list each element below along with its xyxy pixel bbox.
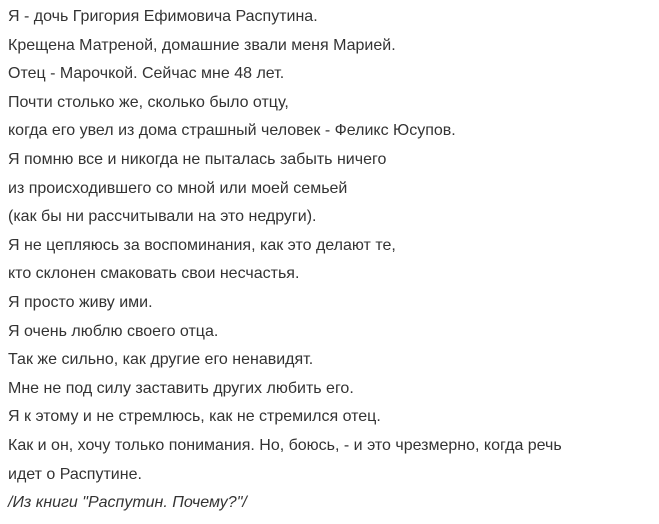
memoir-line: Почти столько же, сколько было отцу, — [8, 93, 289, 111]
memoir-line: Я просто живу ими. — [8, 293, 153, 311]
memoir-line: Я не цепляюсь за воспоминания, как это делают те, — [8, 236, 396, 254]
memoir-line: когда его увел из дома страшный человек - Феликс Юсупов. — [8, 122, 456, 140]
memoir-line: Я к этому и не стремлюсь, как не стремился отец. — [8, 408, 381, 426]
memoir-line: кто склонен смаковать свои несчастья. — [8, 265, 300, 283]
memoir-line: (как бы ни рассчитывали на это недруги). — [8, 208, 317, 226]
memoir-line: Отец - Марочкой. Сейчас мне 48 лет. — [8, 65, 285, 83]
memoir-line: идет о Распутине. — [8, 465, 142, 483]
memoir-line: Так же сильно, как другие его ненавидят. — [8, 351, 314, 369]
memoir-line: Крещена Матреной, домашние звали меня Марией. — [8, 36, 396, 54]
memoir-line: Мне не под силу заставить других любить его. — [8, 379, 354, 397]
memoir-line: Как и он, хочу только понимания. Но, боюсь, - и это чрезмерно, когда речь — [8, 436, 562, 454]
book-source-citation: /Из книги "Распутин. Почему?"/ — [8, 494, 247, 512]
memoir-line: Я - дочь Григория Ефимовича Распутина. — [8, 8, 318, 25]
memoir-line: из происходившего со мной или моей семьей — [8, 179, 348, 197]
memoir-line: Я очень люблю своего отца. — [8, 322, 219, 340]
memoir-line: Я помню все и никогда не пыталась забыть ничего — [8, 150, 387, 168]
